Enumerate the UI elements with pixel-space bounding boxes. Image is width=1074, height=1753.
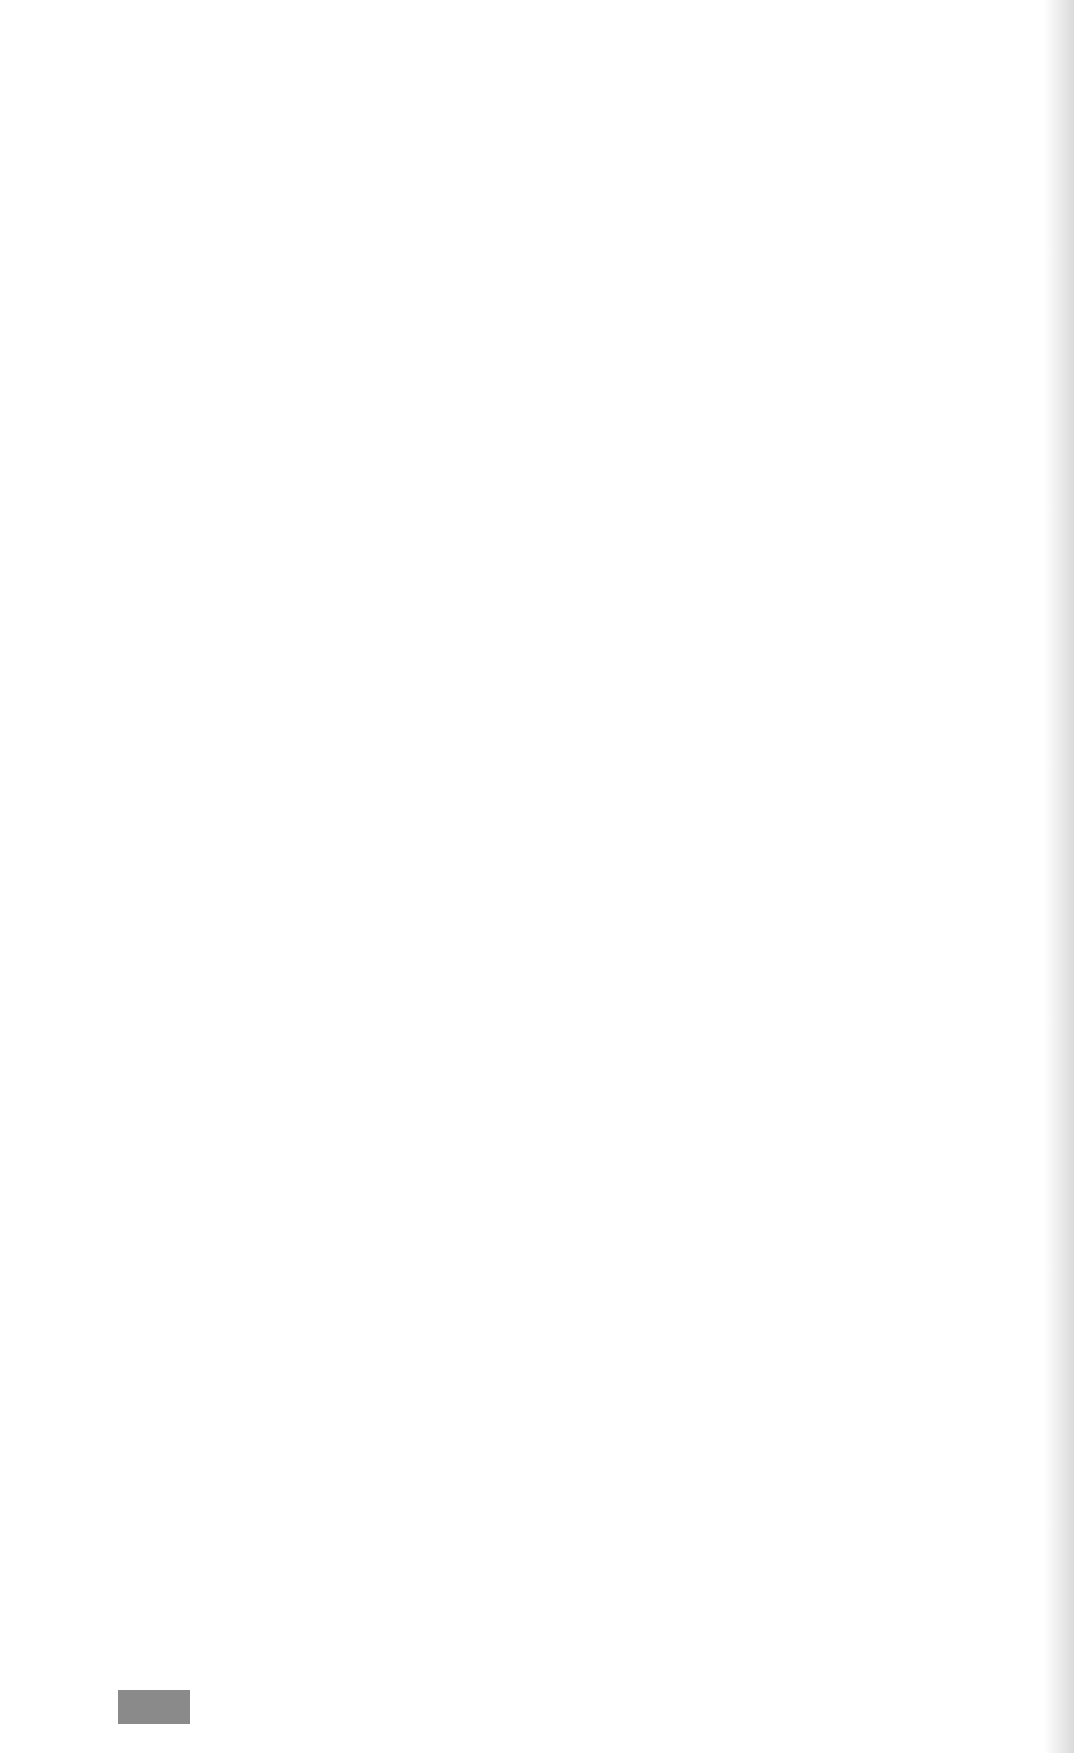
page-number-box <box>118 1690 190 1724</box>
page-footer <box>118 1690 212 1724</box>
scan-edge-shadow <box>1044 0 1074 1753</box>
toc-entry-border <box>0 0 8 40</box>
